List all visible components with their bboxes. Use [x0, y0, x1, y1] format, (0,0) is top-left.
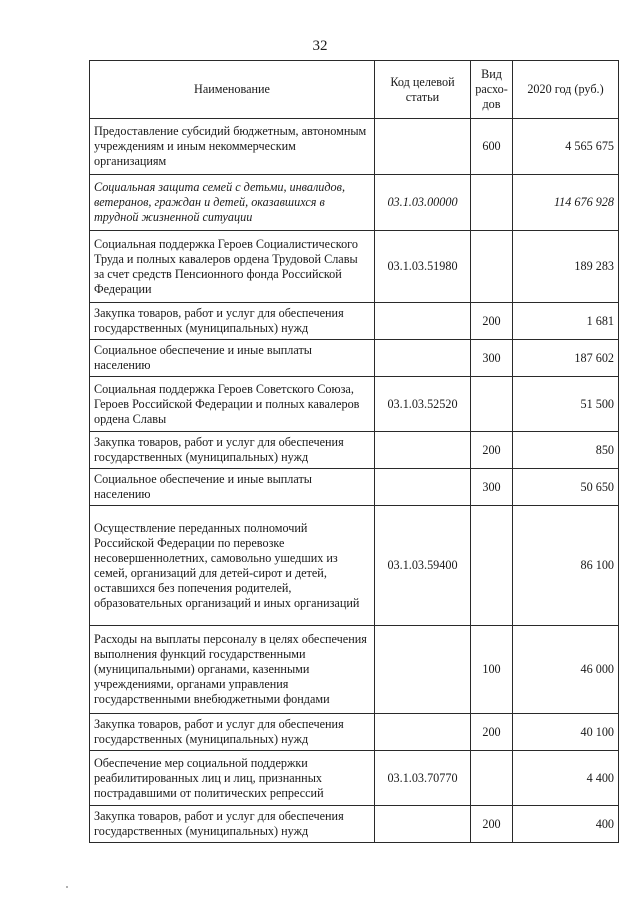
- table-row: [90, 303, 619, 340]
- row-name: Социальное обеспечение и иные выплаты населению: [90, 469, 375, 506]
- row-sum: 114 676 928: [513, 175, 619, 231]
- table-row: [90, 626, 619, 714]
- table-row: [90, 432, 619, 469]
- row-name: Закупка товаров, работ и услуг для обеспечения государственных (муниципальных) нужд: [90, 714, 375, 751]
- row-code: 03.1.03.00000: [375, 175, 471, 231]
- row-name: Осуществление переданных полномочий Российской Федерации по перевозке несовершеннолетних, самовольно ушедших из семей, организаций для детей-сирот и детей, оставшихся без попечения родителей, образовательных организаций и иных организаций: [90, 506, 375, 626]
- scan-speck: [66, 886, 68, 888]
- row-name: Обеспечение мер социальной поддержки реабилитированных лиц и лиц, признанных пострадавшими от политических репрессий: [90, 751, 375, 806]
- row-kind: [471, 751, 513, 806]
- row-code: [375, 432, 471, 469]
- row-code: 03.1.03.52520: [375, 377, 471, 432]
- table-body: [90, 119, 619, 843]
- row-sum: 4 400: [513, 751, 619, 806]
- row-kind: [471, 377, 513, 432]
- row-kind: 300: [471, 340, 513, 377]
- table-row: [90, 377, 619, 432]
- header-sum: 2020 год (руб.): [513, 61, 619, 119]
- row-sum: 51 500: [513, 377, 619, 432]
- table-row: [90, 806, 619, 843]
- row-sum: 1 681: [513, 303, 619, 340]
- budget-table: [89, 60, 619, 843]
- row-kind: 200: [471, 806, 513, 843]
- header-kind: Вид расхо-дов: [471, 61, 513, 119]
- table-row: [90, 506, 619, 626]
- row-code: [375, 340, 471, 377]
- table-row: [90, 175, 619, 231]
- page-number: 32: [312, 38, 328, 54]
- row-name: Социальное обеспечение и иные выплаты населению: [90, 340, 375, 377]
- table-row: [90, 714, 619, 751]
- row-kind: 200: [471, 714, 513, 751]
- table-header-row: [90, 61, 619, 119]
- row-sum: 40 100: [513, 714, 619, 751]
- row-name: Закупка товаров, работ и услуг для обеспечения государственных (муниципальных) нужд: [90, 432, 375, 469]
- row-sum: 187 602: [513, 340, 619, 377]
- row-code: 03.1.03.51980: [375, 231, 471, 303]
- row-sum: 50 650: [513, 469, 619, 506]
- row-name: Закупка товаров, работ и услуг для обеспечения государственных (муниципальных) нужд: [90, 806, 375, 843]
- row-name: Социальная поддержка Героев Советского Союза, Героев Российской Федерации и полных кавалеров ордена Славы: [90, 377, 375, 432]
- row-kind: 100: [471, 626, 513, 714]
- table-row: [90, 340, 619, 377]
- row-name: Социальная поддержка Героев Социалистического Труда и полных кавалеров ордена Трудовой Славы за счет средств Пенсионного фонда Российской Федерации: [90, 231, 375, 303]
- row-code: [375, 626, 471, 714]
- row-kind: [471, 231, 513, 303]
- row-sum: 86 100: [513, 506, 619, 626]
- table-row: [90, 119, 619, 175]
- row-name: Предоставление субсидий бюджетным, автономным учреждениям и иным некоммерческим организациям: [90, 119, 375, 175]
- row-code: 03.1.03.70770: [375, 751, 471, 806]
- table-row: [90, 231, 619, 303]
- row-code: [375, 119, 471, 175]
- row-name: Расходы на выплаты персоналу в целях обеспечения выполнения функций государственными (муниципальными) органами, казенными учреждениями, органами управления государственными внебюджетными фондами: [90, 626, 375, 714]
- row-sum: 46 000: [513, 626, 619, 714]
- row-sum: 850: [513, 432, 619, 469]
- row-code: [375, 714, 471, 751]
- row-code: [375, 303, 471, 340]
- row-kind: [471, 506, 513, 626]
- row-sum: 4 565 675: [513, 119, 619, 175]
- header-code: Код целевой статьи: [375, 61, 471, 119]
- row-code: [375, 806, 471, 843]
- row-kind: 600: [471, 119, 513, 175]
- row-kind: 200: [471, 303, 513, 340]
- row-name: Социальная защита семей с детьми, инвалидов, ветеранов, граждан и детей, оказавшихся в трудной жизненной ситуации: [90, 175, 375, 231]
- row-sum: 400: [513, 806, 619, 843]
- row-sum: 189 283: [513, 231, 619, 303]
- table-row: [90, 469, 619, 506]
- row-code: [375, 469, 471, 506]
- row-kind: 300: [471, 469, 513, 506]
- row-kind: 200: [471, 432, 513, 469]
- header-name: Наименование: [90, 61, 375, 119]
- row-kind: [471, 175, 513, 231]
- row-code: 03.1.03.59400: [375, 506, 471, 626]
- table-row: [90, 751, 619, 806]
- row-name: Закупка товаров, работ и услуг для обеспечения государственных (муниципальных) нужд: [90, 303, 375, 340]
